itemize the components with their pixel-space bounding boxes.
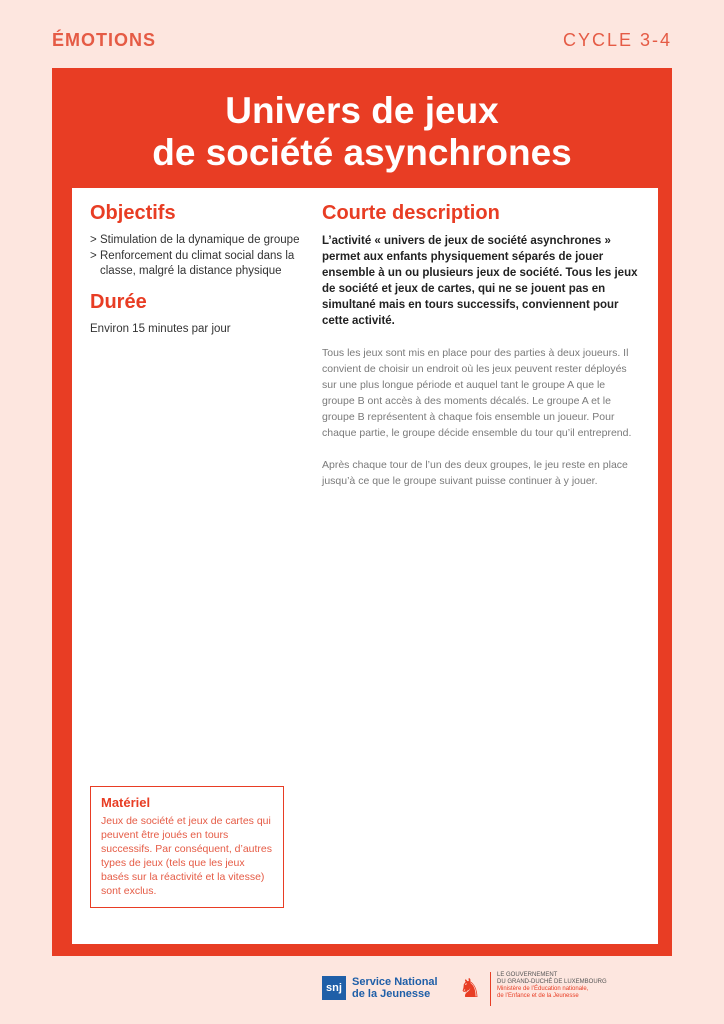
title-line-2: de société asynchrones: [152, 132, 572, 173]
description-paragraph-2: Après chaque tour de l’un des deux groupes, le jeu reste en place jusqu’à ce que le groupe suivant puisse continuer à y jouer.: [322, 459, 628, 487]
gov-line-4: de l’Enfance et de la Jeunesse: [497, 993, 579, 999]
left-column: [90, 202, 306, 337]
title-line-1: Univers de jeux: [225, 90, 499, 131]
cycle-label: CYCLE 3-4: [562, 30, 672, 50]
category-label: ÉMOTIONS: [52, 30, 157, 50]
footer: [0, 970, 724, 1014]
materiel-heading: Matériel: [101, 795, 151, 810]
gov-line-1: LE GOUVERNEMENT: [497, 972, 558, 978]
objectif-item: > Renforcement du climat social dans la classe, malgré la distance physique: [90, 250, 295, 277]
snj-line-1: Service National: [352, 976, 438, 988]
description-heading: Courte description: [322, 202, 500, 224]
gov-line-3: Ministère de l’Éducation nationale,: [497, 986, 589, 992]
lion-icon: ♞: [458, 973, 482, 1003]
content-card: [72, 188, 658, 944]
objectif-item: > Stimulation de la dynamique de groupe: [90, 234, 300, 246]
gov-divider: [490, 972, 491, 1006]
snj-logo-icon: snj: [322, 976, 346, 1000]
duree-heading: Durée: [90, 291, 147, 313]
materiel-box: [90, 786, 284, 908]
page-title: [52, 90, 672, 174]
materiel-text: Jeux de société et jeux de cartes qui peuvent être joués en tours successifs. Par conséquent, d’autres types de jeux (tels que les jeux basés sur la réactivité et la vitesse) sont exclus.: [101, 815, 273, 897]
description-paragraph-1: Tous les jeux sont mis en place pour des parties à deux joueurs. Il convient de choisir un endroit où les jeux peuvent rester déployés sur une plus longue période et auquel tant le groupe A que le groupe B ont accès à des moments décalés. Le groupe A et le groupe B représentent à chaque fois ensemble un joueur. Pour chaque partie, le groupe décide ensemble du tour qu’il entreprend.: [322, 347, 632, 439]
right-column: [322, 202, 640, 505]
snj-logo-block: [322, 976, 438, 1000]
snj-name: [352, 976, 438, 1000]
snj-line-2: de la Jeunesse: [352, 988, 431, 1000]
objectifs-heading: Objectifs: [90, 202, 176, 224]
gov-name: [497, 972, 607, 1006]
activity-frame: [52, 68, 672, 956]
objectifs-list: [90, 233, 306, 279]
description-lead: L’activité « univers de jeux de société asynchrones » permet aux enfants physiquement séparés de jouer ensemble à un ou plusieurs jeux de société. Tous les jeux de société et jeux de cartes, qui ne se jouent pas en simultané mais en tours successifs, conviennent pour cette activité.: [322, 235, 638, 327]
gov-line-2: DU GRAND-DUCHÉ DE LUXEMBOURG: [497, 979, 607, 985]
government-logo-block: [456, 972, 607, 1006]
duree-text: Environ 15 minutes par jour: [90, 323, 231, 335]
